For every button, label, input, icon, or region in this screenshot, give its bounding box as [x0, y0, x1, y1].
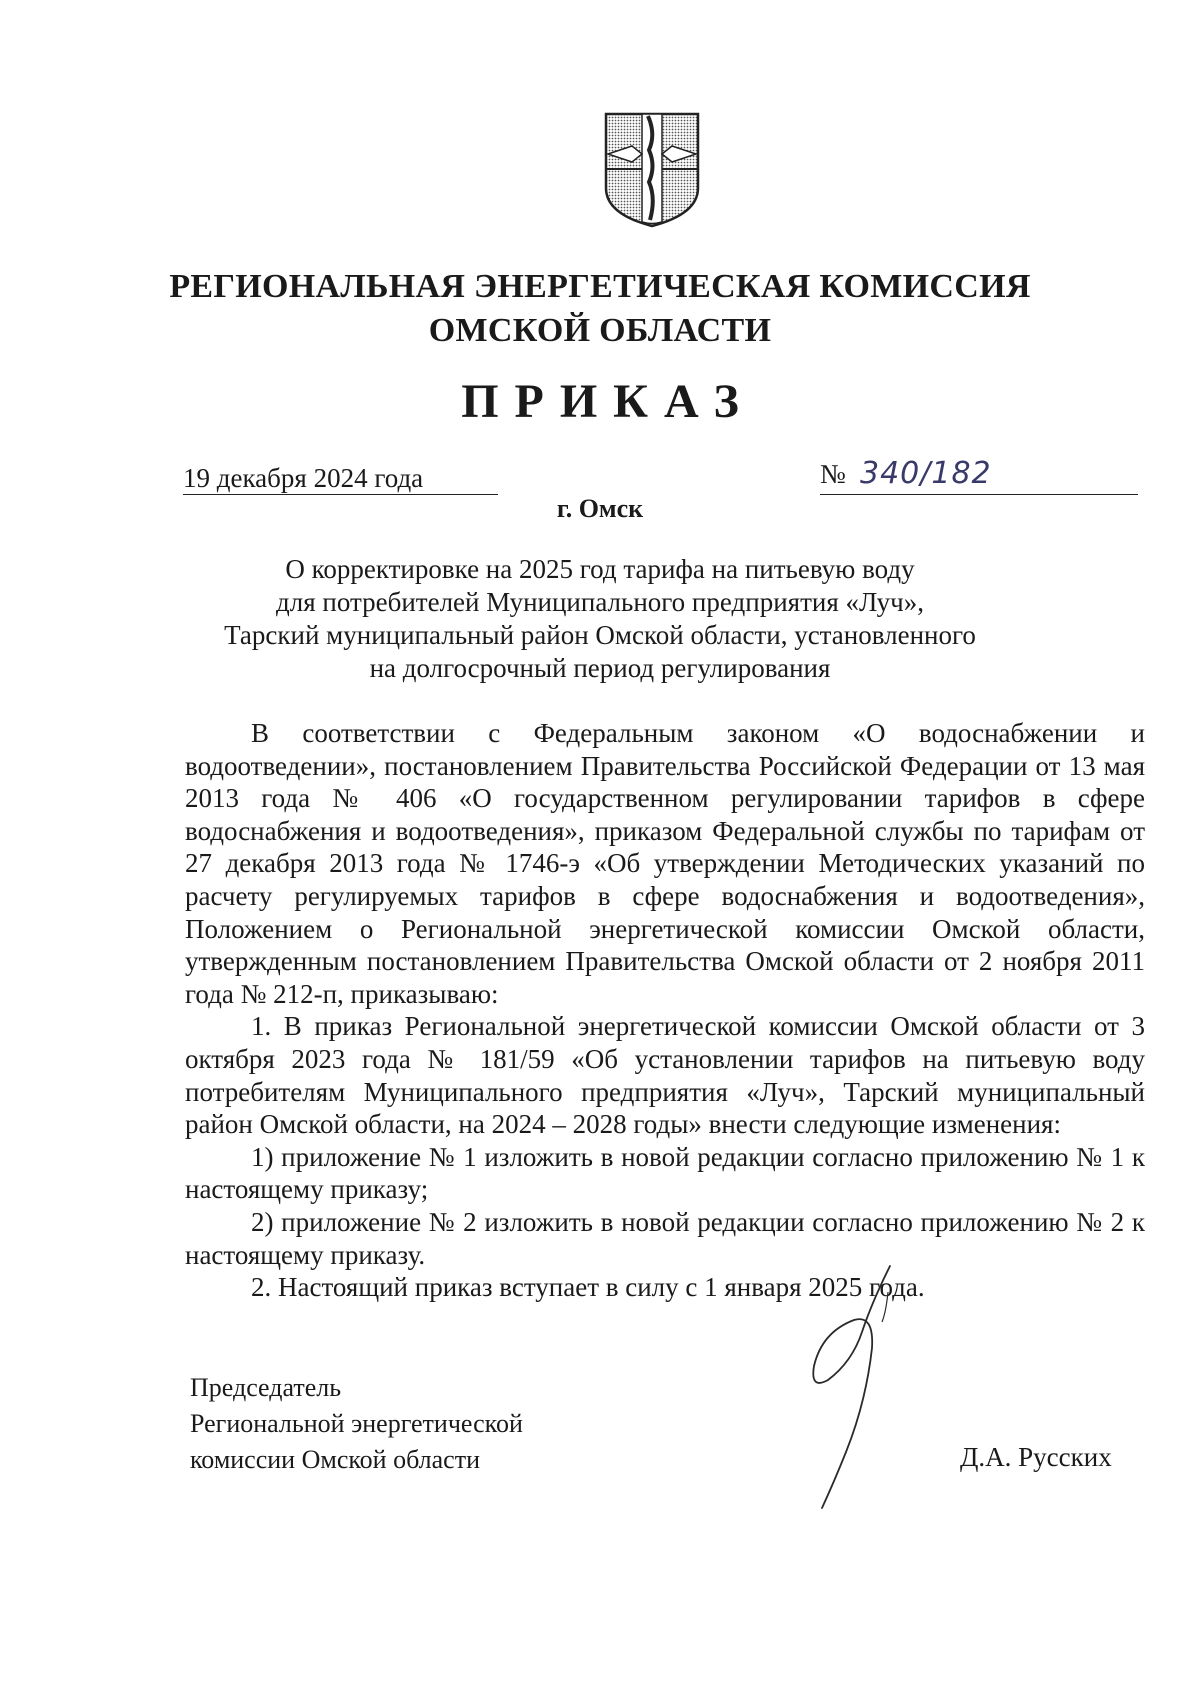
document-subject [200, 553, 1000, 685]
signer-name: Д.А. Русских [960, 1442, 1112, 1472]
signer-title-line: Региональной энергетической [190, 1409, 523, 1438]
item-1-1-paragraph: 1) приложение № 1 изложить в новой редакции согласно приложению № 1 к настоящему приказу; [185, 1141, 1145, 1205]
document-type-title: ПРИКАЗ [461, 375, 755, 428]
coat-of-arms-icon [602, 110, 702, 228]
item-1-2-paragraph: 2) приложение № 2 изложить в новой редакции согласно приложению № 2 к настоящему приказу. [185, 1206, 1145, 1270]
number-label: № [820, 459, 846, 489]
item-1-paragraph: 1. В приказ Региональной энергетической комиссии Омской области от 3 октября 2023 года № 181/59 «Об установлении тарифов на питьевую воду потребителям Муниципального предприятия «Луч», Тарский муниципальный район Омской области, на 2024 – 2028 годы» внести следующие изменения: [185, 1011, 1145, 1140]
subject-line: Тарский муниципальный район Омской области, установленного [224, 620, 976, 650]
subject-line: О корректировке на 2025 год тарифа на питьевую воду [285, 554, 915, 584]
signer-title-line: Председатель [190, 1373, 342, 1402]
preamble-paragraph: В соответствии с Федеральным законом «О водоснабжении и водоотведении», постановлением Правительства Российской Федерации от 13 мая 2013 года № 406 «О государственном регулировании тарифов в сфере водоснабжения и водоотведения», приказом Федеральной службы по тарифам от 27 декабря 2013 года № 1746-э «Об утверждении Методических указаний по расчету регулируемых тарифов в сфере водоснабжения и водоотведения», Положением о Региональной энергетической комиссии Омской области, утвержденным постановлением Правительства Омской области от 2 ноября 2011 года № 212-п, приказываю: [185, 718, 1145, 1009]
organization-region: ОМСКОЙ ОБЛАСТИ [428, 312, 772, 349]
signer-title [190, 1370, 523, 1478]
document-city: г. Омск [556, 494, 644, 523]
subject-line: на долгосрочный период регулирования [369, 653, 831, 683]
document-number-field [820, 452, 1138, 495]
subject-line: для потребителей Муниципального предприятия «Луч», [276, 587, 924, 617]
document-body [185, 717, 1145, 1304]
signer-title-line: комиссии Омской области [190, 1445, 480, 1474]
organization-name: РЕГИОНАЛЬНАЯ ЭНЕРГЕТИЧЕСКАЯ КОМИССИЯ [169, 268, 1031, 305]
document-number-handwritten: 340/182 [860, 456, 992, 491]
handwritten-signature [770, 1262, 910, 1512]
document-date: 19 декабря 2024 года [183, 462, 498, 495]
item-2-paragraph: 2. Настоящий приказ вступает в силу с 1 января 2025 года. [251, 1272, 925, 1303]
